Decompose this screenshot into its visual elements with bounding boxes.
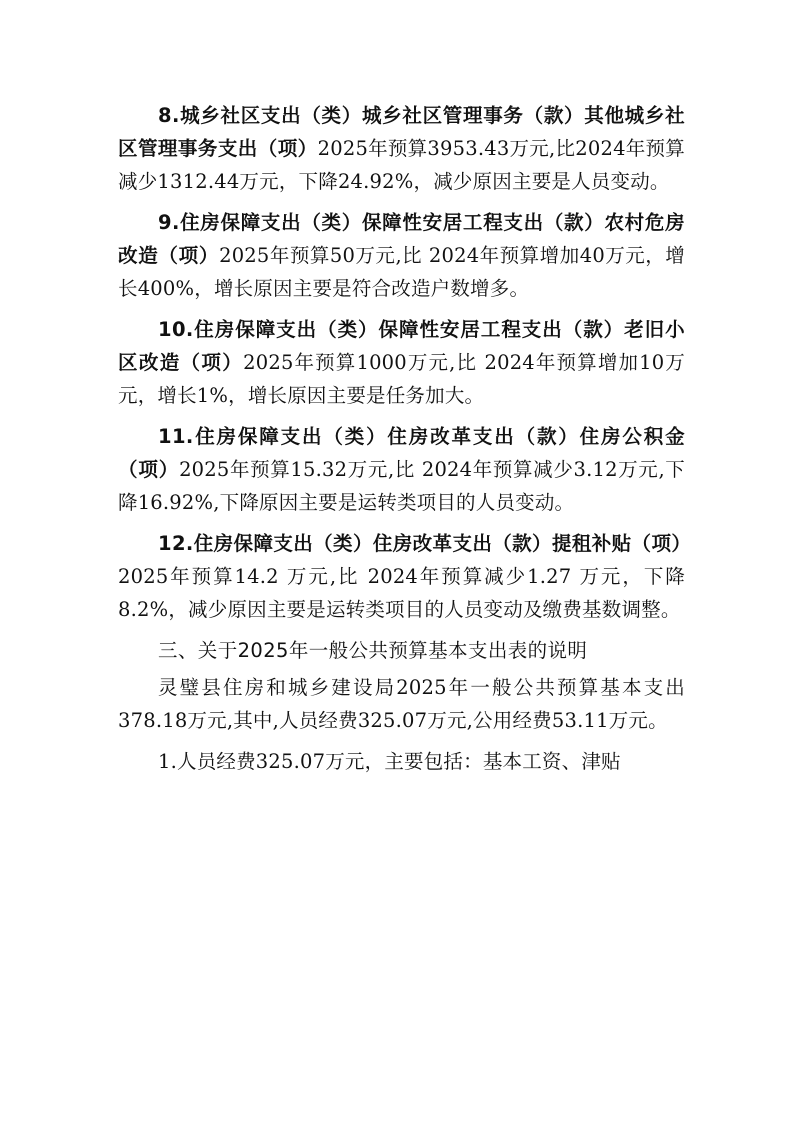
paragraph-item-12 bbox=[118, 527, 692, 626]
section-heading: 三、关于2025年一般公共预算基本支出表的说明 bbox=[158, 639, 588, 662]
item-10-text: 2025年预算1000万元,比 2024年预算增加10万元，增长1%，增长原因主要是任务加大。 bbox=[118, 351, 685, 407]
item-12-text: 2025年预算14.2 万元,比 2024年预算减少1.27 万元，下降8.2%，减少原因主要是运转类项目的人员变动及缴费基数调整。 bbox=[118, 565, 685, 621]
item-9-title: 9.住房保障支出（类）保障性安居工程支出（款）农村危房改造（项） bbox=[118, 211, 685, 267]
paragraph-item-11 bbox=[118, 420, 685, 519]
section-body: 灵璧县住房和城乡建设局2025年一般公共预算基本支出378.18万元,其中,人员经费325.07万元,公用经费53.11万元。 bbox=[118, 676, 685, 732]
personnel-cost-item: 1.人员经费325.07万元，主要包括：基本工资、津贴 bbox=[158, 750, 621, 773]
document-page bbox=[118, 99, 692, 786]
paragraph-item-8 bbox=[118, 99, 685, 198]
item-8-text: 2025年预算3953.43万元,比2024年预算减少1312.44万元，下降24.92%，减少原因主要是人员变动。 bbox=[118, 137, 685, 193]
item-11-text: 2025年预算15.32万元,比 2024年预算减少3.12万元,下降16.92%,下降原因主要是运转类项目的人员变动。 bbox=[118, 458, 686, 514]
item-10-title: 10.住房保障支出（类）保障性安居工程支出（款）老旧小区改造（项） bbox=[118, 318, 685, 374]
item-8-title: 8.城乡社区支出（类）城乡社区管理事务（款）其他城乡社区管理事务支出（项） bbox=[118, 104, 685, 160]
item-9-text: 2025年预算50万元,比 2024年预算增加40万元，增长400%，增长原因主要是符合改造户数增多。 bbox=[118, 244, 685, 300]
paragraph-item-9 bbox=[118, 206, 685, 305]
item-12-title: 12.住房保障支出（类）住房改革支出（款）提租补贴（项） bbox=[158, 532, 692, 555]
item-11-title: 11.住房保障支出（类）住房改革支出（款）住房公积金（项） bbox=[118, 425, 685, 481]
paragraph-item-10 bbox=[118, 313, 685, 412]
